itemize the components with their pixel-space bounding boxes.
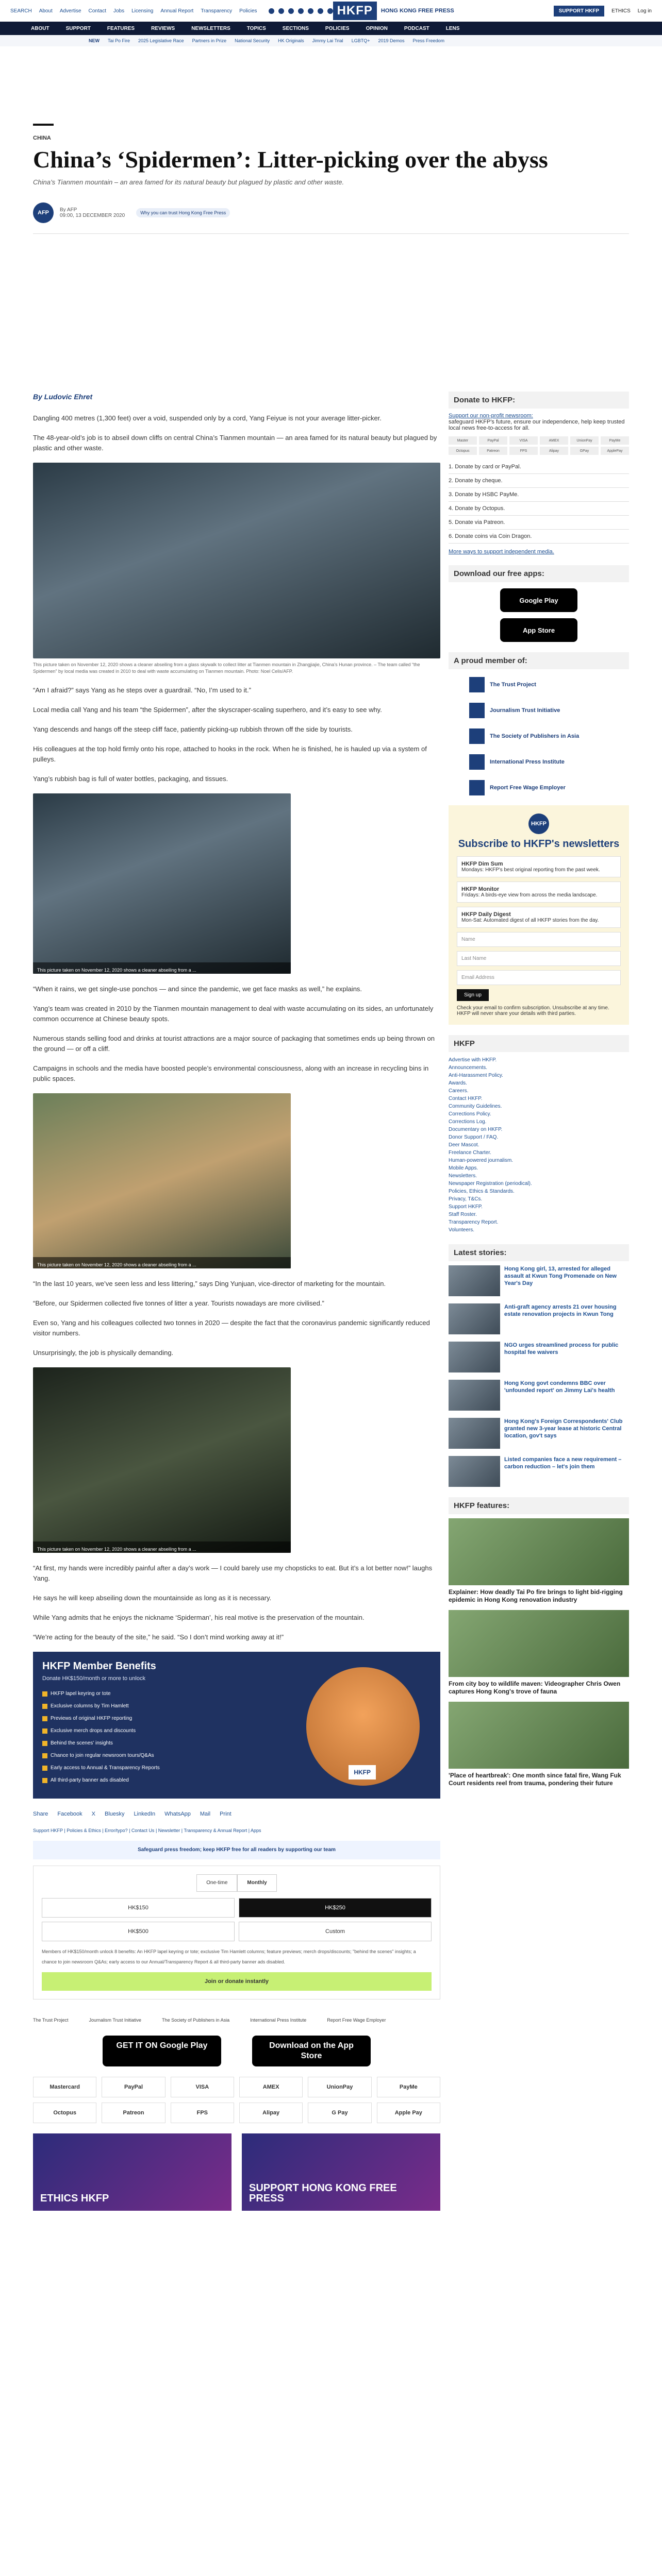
latest-story[interactable] [449,1342,629,1372]
side-link[interactable]: Corrections Log. [449,1119,487,1125]
side-link[interactable]: Staff Roster. [449,1212,477,1217]
paragraph: The 48-year-old’s job is to abseil down cliffs on central China’s Tianmen mountain — an area famed for its natural beauty but plagued by plastic and other waste. [33,434,437,452]
latest-story[interactable] [449,1380,629,1411]
share-label: Share [33,1811,48,1817]
story-title[interactable]: Anti-graft agency arrests 21 over housing estate renovation projects in Kwun Tong [504,1304,617,1317]
support-button[interactable]: SUPPORT HKFP [554,6,604,16]
embedded-photo[interactable] [33,1093,291,1268]
benefit-item: HKFP lapel keyring or tote [42,1689,431,1699]
pay-logo[interactable]: Octopus [449,447,477,455]
photo-caption: This picture taken on November 12, 2020 shows a cleaner abseiling from a glass skywalk to collect litter at Tianmen mountain in Zhangjiajie, China’s Hunan province. – The team called “the Spidermen” by local media was created in 2010 to deal with waste accumulating on Tianmen mountain. Photo: Noel Celis/AFP. [33,662,420,674]
side-link[interactable]: Privacy, T&Cs. [449,1196,483,1202]
facebook-icon[interactable] [269,8,274,14]
donate-step[interactable]: 2. Donate by cheque. [449,474,629,488]
pay-logo[interactable]: Alipay [540,447,568,455]
benefit-item: Previews of original HKFP reporting [42,1714,431,1724]
story-thumbnail[interactable] [449,1303,500,1334]
payment-logo[interactable]: Mastercard [33,2077,96,2097]
afp-avatar[interactable]: AFP [33,202,54,223]
support-banner[interactable]: SUPPORT HONG KONG FREE PRESS [242,2133,440,2211]
social-icons [269,8,333,14]
subscribe-note: Check your email to confirm subscription. Unsubscribe at any time. HKFP will never share your details with third parties. [457,1005,609,1016]
embedded-photo[interactable] [33,1367,291,1553]
share-mail[interactable]: Mail [200,1811,211,1817]
paragraph: Campaigns in schools and the media have boosted people’s environmental consciousness, along with an increase in recycling bins in public spaces. [33,1064,429,1082]
article-photo[interactable] [33,463,440,658]
trending-item[interactable]: Jimmy Lai Trial [312,38,343,43]
trending-item[interactable]: Partners in Prize [192,38,227,43]
nav-policies[interactable]: POLICIES [325,25,350,31]
donate-link[interactable]: Support our non-profit newsroom: [449,413,533,419]
side-link[interactable]: Policies, Ethics & Standards. [449,1189,515,1194]
side-link[interactable]: Volunteers. [449,1227,475,1233]
side-link[interactable]: Careers. [449,1088,469,1094]
title-rule [33,124,54,126]
feature-image[interactable] [449,1518,629,1585]
photo-overlay: This picture taken on November 12, 2020 shows a cleaner abseiling from a ... [33,962,291,974]
story-title[interactable]: Hong Kong girl, 13, arrested for alleged assault at Kwun Tong Promenade on New Year's Day [504,1266,617,1286]
photo-overlay: This picture taken on November 12, 2020 shows a cleaner abseiling from a ... [33,1541,291,1553]
donate-heading: Donate to HKFP: [449,392,629,409]
benefit-item: Behind the scenes' insights [42,1738,431,1749]
trending-label: NEW [89,38,100,43]
share-bluesky[interactable]: Bluesky [105,1811,125,1817]
side-link[interactable]: Mobile Apps. [449,1165,478,1171]
feature-title[interactable]: Explainer: How deadly Tai Po fire brings to light bid-rigging epidemic in Hong Kong renovation industry [449,1588,623,1603]
topbar [0,0,662,22]
side-link[interactable]: Support HKFP. [449,1204,483,1210]
amount-option[interactable]: Custom [239,1922,432,1941]
paragraph: Numerous stands selling food and drinks at tourist attractions are a major source of packaging that sometimes ends up being thrown on the ground — or off a cliff. [33,1035,435,1053]
member-heading: A proud member of: [449,652,629,669]
trending-item[interactable]: National Security [235,38,270,43]
footer-links[interactable]: Support HKFP | Policies & Ethics | Error/typo? | Contact Us | Newsletter | Transparency & Annual Report | Apps [33,1828,261,1833]
side-link[interactable]: Newsletters. [449,1173,477,1179]
nav-topics[interactable]: TOPICS [246,25,266,31]
frequency-toggle [42,1874,432,1892]
payment-logo[interactable]: AMEX [239,2077,303,2097]
google-play-button[interactable]: Google Play [500,588,577,612]
topbar-link-contact[interactable]: Contact [88,8,106,14]
story-title[interactable]: Listed companies face a new requirement – carbon reduction – let's join them [504,1456,622,1470]
donate-box [33,1866,440,1999]
side-link[interactable]: Freelance Charter. [449,1150,491,1156]
sidebar [449,392,629,1793]
benefit-item: Exclusive merch drops and discounts [42,1726,431,1736]
payment-logo[interactable]: G Pay [308,2103,371,2123]
subscribe-title: Subscribe to HKFP's newsletters [458,838,620,850]
topbar-link-transparency[interactable]: Transparency [201,8,233,14]
share-linkedin[interactable]: LinkedIn [134,1811,156,1817]
trending-bar [0,35,662,46]
donate-note: Members of HK$150/month unlock 8 benefits: An HKFP lapel keyring or tote; exclusive Tim Hamlett columns; feature previews; merch drops/discounts; "behind the scenes" insights; a chance to join newsroom Q&As; early access to our Annual/Transparency Report & all third-party banner ads disabled. [42,1949,416,1964]
topbar-link-jobs[interactable]: Jobs [113,8,125,14]
side-link[interactable]: Deer Mascot. [449,1142,479,1148]
payment-logo[interactable]: VISA [171,2077,234,2097]
feature-story[interactable] [449,1610,629,1696]
share-print[interactable]: Print [220,1811,231,1817]
photo-overlay: This picture taken on November 12, 2020 shows a cleaner abseiling from a ... [33,1257,291,1268]
nav-about[interactable]: ABOUT [31,25,49,31]
linkedin-icon[interactable] [308,8,313,14]
story-title[interactable]: Hong Kong's Foreign Correspondents' Club granted new 3-year lease at historic Central location, gov't says [504,1418,623,1439]
payment-logo[interactable]: PayMe [377,2077,440,2097]
ethics-link[interactable]: ETHICS [611,8,631,14]
instagram-icon[interactable] [288,8,294,14]
share-x[interactable]: X [91,1811,96,1817]
donate-step[interactable]: 5. Donate via Patreon. [449,516,629,530]
check-icon [42,1716,47,1721]
paragraph: Dangling 400 metres (1,300 feet) over a void, suspended only by a cord, Yang Feiyue is not your average litter-picker. [33,414,382,422]
payment-logo[interactable]: Alipay [239,2103,303,2123]
check-icon [42,1766,47,1771]
pay-logo[interactable]: ApplePay [601,447,629,455]
feature-story[interactable] [449,1518,629,1604]
member-logo[interactable]: The Trust Project [469,674,608,695]
share-bar [33,1809,440,1819]
member-logo[interactable]: Report Free Wage Employer [469,777,608,798]
article-body [33,392,440,2211]
check-icon [42,1704,47,1709]
newsletter-option[interactable]: HKFP Daily Digest Mon-Sat: Automated digest of all HKFP stories from the day. [457,907,621,928]
side-link[interactable]: Community Guidelines. [449,1104,502,1109]
paragraph: Even so, Yang and his colleagues collected two tonnes in 2020 — despite the fact that the coronavirus pandemic significantly reduced visitor numbers. [33,1319,430,1337]
side-link[interactable]: Transparency Report. [449,1219,499,1225]
paragraph: “When it rains, we get single-use ponchos — and since the pandemic, we get face masks as well,” he explains. [33,985,362,993]
latest-story[interactable] [449,1456,629,1487]
nav-lens[interactable]: LENS [445,25,460,31]
nav-sections[interactable]: SECTIONS [282,25,309,31]
article-header [33,98,629,234]
payment-logo[interactable]: PayPal [102,2077,165,2097]
amount-option[interactable]: HK$150 [42,1898,235,1918]
benefit-item: Early access to Annual & Transparency Reports [42,1763,431,1773]
x-icon[interactable] [278,8,284,14]
paragraph: Unsurprisingly, the job is physically demanding. [33,1349,174,1357]
side-link[interactable]: Documentary on HKFP. [449,1127,503,1132]
paragraph: “Am I afraid?” says Yang as he steps over a guardrail. “No, I’m used to it.” [33,686,251,694]
trending-item[interactable]: LGBTQ+ [351,38,370,43]
payment-logo[interactable]: FPS [171,2103,234,2123]
article-dek: China’s Tianmen mountain – an area famed for its natural beauty but plagued by plastic and other waste. [33,178,344,186]
story-thumbnail[interactable] [449,1418,500,1449]
latest-story[interactable] [449,1418,629,1449]
hkfp-badge: HKFP [528,814,549,834]
store-buttons [33,2036,440,2066]
side-link[interactable]: Announcements. [449,1065,488,1071]
benefit-item: All third-party banner ads disabled [42,1775,431,1786]
donate-steps [449,460,629,544]
embedded-photo[interactable] [33,793,291,974]
member-logo[interactable]: Journalism Trust Initiative [469,700,608,721]
membership-sub: Donate HK$150/month or more to unlock [42,1675,145,1682]
apps-heading: Download our free apps: [449,565,629,582]
side-link[interactable]: Newspaper Registration (periodical). [449,1181,532,1187]
trending-item[interactable]: Tai Po Fire [108,38,130,43]
sopa-icon [469,728,485,744]
payment-logo[interactable]: Patreon [102,2103,165,2123]
check-icon [42,1753,47,1758]
donate-step[interactable]: 3. Donate by HSBC PayMe. [449,488,629,502]
nav-support[interactable]: SUPPORT [65,25,91,31]
monthly-tab[interactable]: Monthly [237,1874,276,1892]
newsletter-box [449,805,629,1025]
logo-text: HONG KONG FREE PRESS [380,8,454,14]
paragraph: “At first, my hands were incredibly painful after a day’s work — I could barely use my chopsticks to eat. But it’s a lot better now!” laughs Yang. [33,1564,433,1582]
topbar-link-licensing[interactable]: Licensing [131,8,154,14]
trust-project-icon [469,677,485,692]
paragraph: “In the last 10 years, we’ve seen less and less littering,” says Ding Yunjuan, vice-director of marketing for the mountain. [33,1280,386,1287]
partner-logo[interactable]: The Society of Publishers in Asia [162,2018,230,2023]
story-thumbnail[interactable] [449,1456,500,1487]
pay-logo[interactable]: Master [449,436,477,445]
partner-logo[interactable]: The Trust Project [33,2018,69,2023]
feature-title[interactable]: From city boy to wildlife maven: Videographer Chris Owen captures Hong Kong's trove of fauna [449,1680,621,1695]
story-thumbnail[interactable] [449,1265,500,1296]
email-input[interactable]: Email Address [457,970,621,985]
google-play-button[interactable]: GET IT ON Google Play [103,2036,221,2066]
member-logo[interactable]: The Society of Publishers in Asia [469,726,608,747]
partner-logos [33,2015,440,2025]
payment-logo[interactable]: Octopus [33,2103,96,2123]
check-icon [42,1728,47,1734]
more-links [449,1056,629,1234]
pay-logo[interactable]: VISA [509,436,538,445]
amount-options [42,1898,432,1941]
donate-step[interactable]: 6. Donate coins via Coin Dragon. [449,530,629,544]
benefit-item: Chance to join regular newsroom tours/Q&As [42,1751,431,1761]
join-button[interactable]: Join or donate instantly [42,1972,432,1991]
trending-item[interactable]: HK Originals [278,38,304,43]
safeguard-banner[interactable]: Safeguard press freedom; keep HKFP free for all readers by supporting our team [33,1841,440,1859]
nav-podcast[interactable]: PODCAST [404,25,429,31]
benefit-item: Exclusive columns by Tim Hamlett [42,1701,431,1711]
rss-icon[interactable] [327,8,333,14]
pay-logo[interactable]: AMEX [540,436,568,445]
member-logos [449,674,629,798]
story-title[interactable]: NGO urges streamlined process for public hospital fee waivers [504,1342,619,1355]
nav-opinion[interactable]: OPINION [366,25,388,31]
name-input[interactable]: Name [457,932,621,947]
promo-banners [33,2133,440,2211]
story-title[interactable]: Hong Kong govt condemns BBC over 'unfounded report' on Jimmy Lai's health [504,1380,615,1394]
article-title: China’s ‘Spidermen’: Litter-picking over the abyss [33,146,548,173]
side-link[interactable]: Donor Support / FAQ. [449,1134,499,1140]
more-heading: HKFP [449,1035,629,1052]
payment-logos [33,2077,440,2123]
divider [33,233,629,234]
latest-story[interactable] [449,1303,629,1334]
story-thumbnail[interactable] [449,1342,500,1372]
newsletter-option[interactable]: HKFP Dim Sum Mondays: HKFP's best original reporting from the past week. [457,856,621,877]
topbar-right [454,6,652,16]
paragraph: Yang’s rubbish bag is full of water bottles, packaging, and tissues. [33,775,228,783]
search-link[interactable]: SEARCH [10,8,32,14]
login-link[interactable]: Log in [637,8,652,14]
trending-item[interactable]: 2025 Legislative Race [138,38,184,43]
check-icon [42,1778,47,1783]
byline-by[interactable]: By AFP [60,207,77,213]
app-store-button[interactable]: Download on the App Store [252,2036,371,2066]
latest-story[interactable] [449,1265,629,1296]
payment-logo[interactable]: Apple Pay [377,2103,440,2123]
pay-logo[interactable]: GPay [570,447,599,455]
topbar-link-policies[interactable]: Policies [239,8,257,14]
share-whatsapp[interactable]: WhatsApp [164,1811,191,1817]
jti-icon [469,703,485,718]
membership-title: HKFP Member Benefits [42,1660,156,1672]
topbar-link-annual[interactable]: Annual Report [160,8,194,14]
youtube-icon[interactable] [298,8,304,14]
donate-step[interactable]: 1. Donate by card or PayPal. [449,460,629,474]
last-name-input[interactable]: Last Name [457,951,621,966]
side-link[interactable]: Awards. [449,1080,467,1086]
trending-item[interactable]: 2019 Demos [378,38,405,43]
feature-title[interactable]: 'Place of heartbreak': One month since fatal fire, Wang Fuk Court residents reel from trauma, pondering their future [449,1772,621,1787]
side-link[interactable]: Corrections Policy. [449,1111,491,1117]
share-facebook[interactable]: Facebook [57,1811,82,1817]
feature-story[interactable] [449,1702,629,1787]
topbar-left [10,8,333,14]
partner-logo[interactable]: Journalism Trust Initiative [89,2018,142,2023]
one-time-tab[interactable]: One-time [196,1874,237,1892]
topbar-link-advertise[interactable]: Advertise [59,8,81,14]
story-thumbnail[interactable] [449,1380,500,1411]
partner-logo[interactable]: Report Free Wage Employer [327,2018,386,2023]
paragraph: “Before, our Spidermen collected five tonnes of litter a year. Tourists nowadays are more civilised.” [33,1299,324,1307]
more-ways-link[interactable]: More ways to support independent media. [449,549,554,555]
mascot-badge: HKFP [349,1765,376,1780]
feature-image[interactable] [449,1610,629,1677]
signup-button[interactable]: Sign up [457,989,489,1001]
paragraph: Yang descends and hangs off the steep cliff face, patiently picking-up rubbish thrown off the side by tourists. [33,725,353,733]
newsletter-option[interactable]: HKFP Monitor Fridays: A birds-eye view from across the media landscape. [457,882,621,903]
check-icon [42,1691,47,1697]
paragraph: “We’re acting for the beauty of the site,” he said. “So I don’t mind working away at it!” [33,1633,284,1641]
paragraph: His colleagues at the top hold firmly onto his rope, attached to hooks in the rock. When he is finished, he is hauled up via a system of pulleys. [33,745,427,763]
article-kicker[interactable]: CHINA [33,135,51,141]
site-logo[interactable] [333,2,454,20]
paragraph: While Yang admits that he enjoys the nickname ‘Spiderman’, his real motive is the preservation of the mountain. [33,1614,365,1621]
ipi-icon [469,754,485,770]
side-payment-logos [449,436,629,455]
side-link[interactable]: Advertise with HKFP. [449,1057,497,1063]
logo-box: HKFP [333,2,377,20]
latest-heading: Latest stories: [449,1244,629,1261]
member-logo[interactable]: International Press Institute [469,752,608,772]
feature-image[interactable] [449,1702,629,1769]
features-heading: HKFP features: [449,1497,629,1514]
topbar-link-about[interactable]: About [39,8,53,14]
membership-banner[interactable] [33,1652,440,1799]
paragraph: Yang’s team was created in 2010 by the Tianmen mountain management to deal with waste accumulating on its sides, an unfortunately common occurrence at Chinese beauty spots. [33,1005,434,1023]
nav-reviews[interactable]: REVIEWS [151,25,175,31]
side-link[interactable]: Anti-Harassment Policy. [449,1073,503,1078]
payment-logo[interactable]: UnionPay [308,2077,371,2097]
app-store-button[interactable]: App Store [500,618,577,642]
trust-pill[interactable]: Why you can trust Hong Kong Free Press [136,208,230,217]
paragraph: Local media call Yang and his team “the Spidermen”, after the skyscraper-scaling superhero, and it’s easy to see why. [33,706,382,714]
byline [33,202,629,223]
wage-icon [469,780,485,795]
trending-item[interactable]: Press Freedom [412,38,445,43]
nav-newsletters[interactable]: NEWSLETTERS [191,25,230,31]
nav-features[interactable]: FEATURES [107,25,135,31]
donate-text: safeguard HKFP's future, ensure our independence, help keep trusted local news free-to-access for all. [449,419,625,431]
partner-logo[interactable]: International Press Institute [250,2018,307,2023]
check-icon [42,1741,47,1746]
amount-option-selected[interactable]: HK$250 [239,1898,432,1918]
paragraph: He says he will keep abseiling down the mountainside as long as it is necessary. [33,1594,272,1602]
main-nav [0,22,662,35]
telegram-icon[interactable] [318,8,323,14]
pay-logo[interactable]: Patreon [479,447,507,455]
article-date: 09:00, 13 DECEMBER 2020 [60,213,125,218]
donate-step[interactable]: 4. Donate by Octopus. [449,502,629,516]
pay-logo[interactable]: PayMe [601,436,629,445]
side-link[interactable]: Contact HKFP. [449,1096,483,1101]
pay-logo[interactable]: PayPal [479,436,507,445]
pay-logo[interactable]: UnionPay [570,436,599,445]
pay-logo[interactable]: FPS [509,447,538,455]
article-author: By Ludovic Ehret [33,393,93,401]
amount-option[interactable]: HK$500 [42,1922,235,1941]
side-link[interactable]: Human-powered journalism. [449,1158,514,1163]
ethics-banner[interactable]: ETHICS HKFP [33,2133,231,2211]
